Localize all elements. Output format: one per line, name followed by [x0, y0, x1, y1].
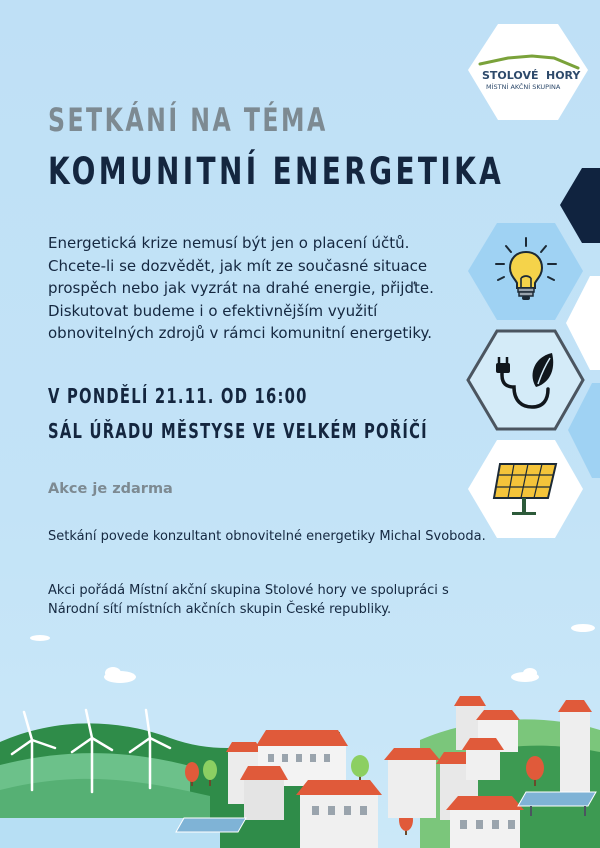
- price-note: Akce je zdarma: [48, 481, 173, 497]
- event-venue: SÁL ÚŘADU MĚSTYSE VE VELKÉM POŘÍČÍ: [48, 419, 428, 443]
- logo-name-left: STOLOVÉ: [482, 69, 539, 82]
- lightbulb-icon: [486, 232, 566, 312]
- plug-leaf-icon: [486, 341, 566, 421]
- speaker-note: Setkání povede konzultant obnovitelné energetiky Michal Svoboda.: [48, 529, 486, 544]
- intro-text: Energetická krize nemusí být jen o placení účtů. Chcete-li se dozvědět, jak mít ze současné situace prospěch nebo jak vyzrát na drahé energie, přijďte. Diskutovat budeme i o efektivnějším využití obnovitelných zdrojů v rámci komunitní energetiky.: [48, 234, 434, 343]
- logo-name-right: HORY: [546, 69, 581, 82]
- cloud-icon: [30, 624, 595, 683]
- logo-tagline: MÍSTNÍ AKČNÍ SKUPINA: [486, 83, 561, 91]
- page-title: KOMUNITNÍ ENERGETIKA: [48, 150, 505, 193]
- village-landscape-illustration: [0, 620, 600, 848]
- dark-hexagon: [560, 168, 600, 243]
- solar-panel-icon: [486, 452, 566, 532]
- mountain-icon: [480, 56, 578, 68]
- subtitle: SETKÁNÍ NA TÉMA: [48, 101, 328, 139]
- organizer-note: Akci pořádá Místní akční skupina Stolové hory ve spolupráci s Národní sítí místních akčních skupin České republiky.: [48, 583, 449, 617]
- event-date: V PONDĚLÍ 21.11. OD 16:00: [48, 384, 308, 408]
- logo: [468, 42, 588, 102]
